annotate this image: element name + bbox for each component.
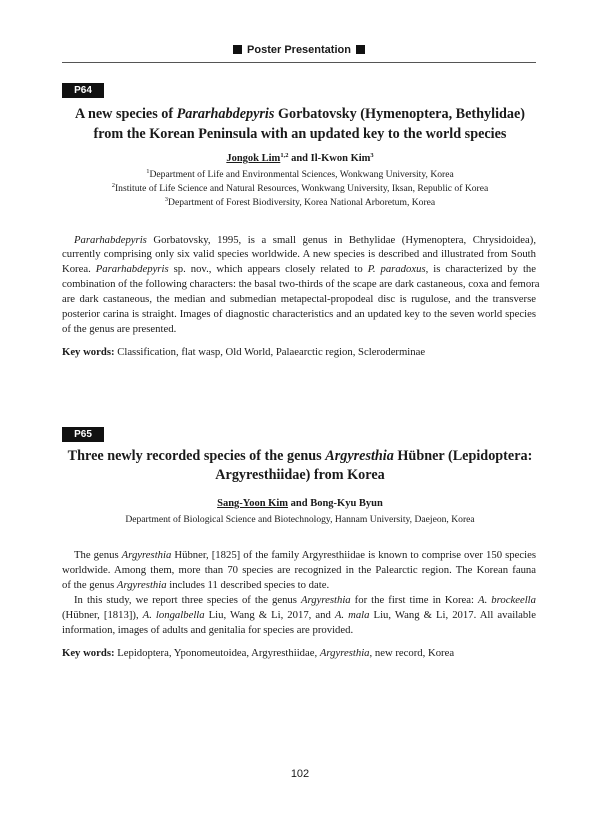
p64-authors: Jongok Lim$^{1,2}$ and Il-Kwon Kim$^3$ (226, 152, 374, 164)
square-bullet-icon (356, 45, 365, 54)
p64-affiliation-3: $^3$Department of Forest Biodiversity, Korea National Arboretum, Korea (164, 196, 436, 208)
p65-abstract-line: worldwide. Among them, more than 70 species are recognized in the Palearctic region. The Korean fauna (62, 564, 536, 576)
poster-id-badge-p64: P64 (62, 83, 104, 98)
p64-title-line-1: A new species of Pararhabdepyris Gorbatovsky (Hymenoptera, Bethylidae) (74, 106, 526, 122)
p65-abstract-line: (Hübner, [1813]), A. longalbella Liu, Wang & Li, 2017, and A. mala Liu, Wang & Li, 2017. All available (62, 609, 536, 621)
p65-abstract-line: of the genus Argyresthia includes 11 described species to date. (62, 579, 330, 591)
p65-keywords: Key words: Lepidoptera, Yponomeutoidea, Argyresthiidae, Argyresthia, new record, Korea (62, 647, 455, 659)
header-divider (62, 62, 536, 63)
p65-title-line-2: Argyresthiidae) from Korea (215, 467, 385, 483)
p64-title-line-2: from the Korean Peninsula with an updated key to the world species (93, 126, 507, 142)
p64-abstract-line: are dark castaneous, the median and submedian metapectal-propodeal disc is rugulose, and the transverse (62, 293, 536, 305)
section-header-label: Poster Presentation (247, 44, 351, 56)
p64-abstract-line: Pararhabdepyris Gorbatovsky, 1995, is a small genus in Bethylidae (Hymenoptera, Chrysidoidea), (74, 234, 536, 246)
p65-abstract-line: information, images of adults and genitalia for species are provided. (62, 624, 354, 636)
p65-title-line-1: Three newly recorded species of the genus Argyresthia Hübner (Lepidoptera: (67, 448, 533, 464)
section-header (62, 44, 536, 56)
presenting-author: Jongok Lim (226, 153, 281, 164)
p64-abstract-line: posterior carina is straight. Images of diagnostic characteristics and an updated key to the seven world species (62, 308, 536, 320)
poster-id-badge-p65: P65 (62, 427, 104, 442)
p64-abstract-line: Korea. Pararhabdepyris sp. nov., which appears closely related to P. paradoxus, is characterized by the (62, 263, 537, 275)
page-number: 102 (290, 768, 310, 780)
p64-abstract-line: currently comprising only six valid species worldwide. A new species is described and illustrated from South (62, 248, 536, 260)
presenting-author: Sang-Yoon Kim (217, 498, 289, 509)
p64-affiliation-1: $^1$Department of Life and Environmental Sciences, Wonkwang University, Korea (146, 168, 454, 180)
p65-authors: Sang-Yoon Kim and Bong-Kyu Byun (217, 498, 383, 509)
p64-keywords: Key words: Classification, flat wasp, Old World, Palaearctic region, Scleroderminae (62, 346, 426, 358)
p64-affiliation-2: $^2$Institute of Life Science and Natural Resources, Wonkwang University, Iksan, Republic of Korea (111, 182, 489, 194)
p65-affiliation: Department of Biological Science and Biotechnology, Hannam University, Daejeon, Korea (125, 514, 475, 525)
p64-abstract-line: of the genus are presented. (62, 323, 177, 335)
p64-abstract-line: combination of the following characters: the basal two-thirds of the scape are dark castaneous, coxa and femora (62, 278, 540, 290)
square-bullet-icon (233, 45, 242, 54)
p65-abstract-line: The genus Argyresthia Hübner, [1825] of the family Argyresthiidae is known to comprise over 150 species (74, 549, 536, 561)
p65-abstract-line: In this study, we report three species of the genus Argyresthia for the first time in Korea: A. brockeella (74, 594, 536, 606)
